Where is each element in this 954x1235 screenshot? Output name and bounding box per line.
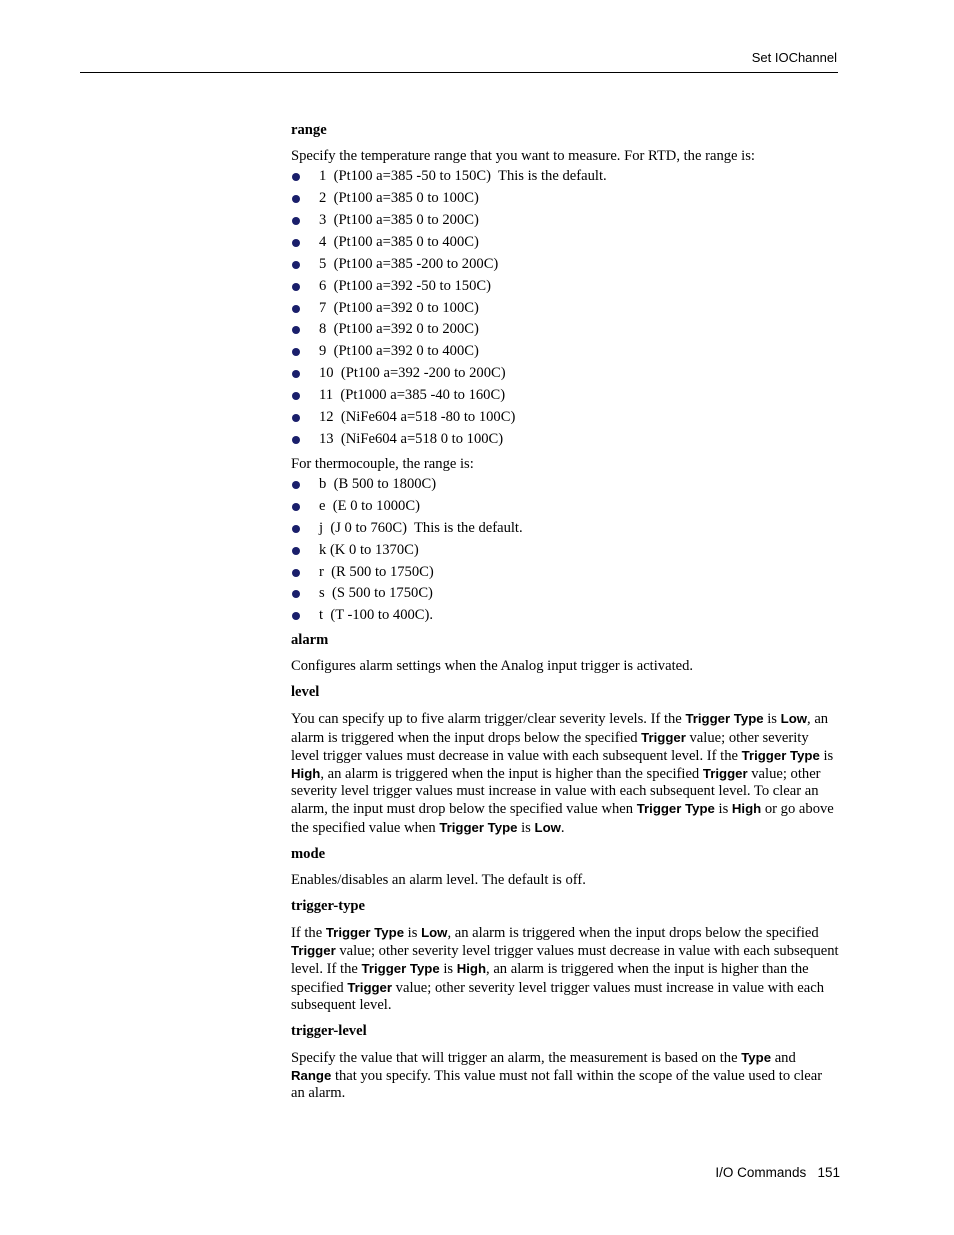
bullet-icon (292, 481, 300, 489)
list-item: 1 (Pt100 a=385 -50 to 150C) This is the default. (291, 168, 839, 190)
list-item: k (K 0 to 1370C) (291, 542, 839, 564)
bullet-icon (292, 370, 300, 378)
bullet-icon (292, 173, 300, 181)
bullet-icon (292, 305, 300, 313)
list-item: j (J 0 to 760C) This is the default. (291, 520, 839, 542)
bullet-icon (292, 326, 300, 334)
bullet-icon (292, 348, 300, 356)
list-item: 9 (Pt100 a=392 0 to 400C) (291, 343, 839, 365)
list-item: 11 (Pt1000 a=385 -40 to 160C) (291, 387, 839, 409)
list-item: 3 (Pt100 a=385 0 to 200C) (291, 212, 839, 234)
bullet-icon (292, 195, 300, 203)
range-intro: Specify the temperature range that you want to measure. For RTD, the range is: (291, 148, 755, 164)
list-item: 13 (NiFe604 a=518 0 to 100C) (291, 431, 839, 453)
page-content (291, 122, 839, 1112)
mode-text: Enables/disables an alarm level. The default is off. (291, 871, 586, 888)
list-item: e (E 0 to 1000C) (291, 498, 839, 520)
trigger-level-text: Specify the value that will trigger an alarm, the measurement is based on the Type and Range that you specify. This value must not fall within the scope of the value used to clear an alarm. (291, 1050, 823, 1102)
list-item: r (R 500 to 1750C) (291, 564, 839, 586)
bullet-icon (292, 217, 300, 225)
level-text: You can specify up to five alarm trigger/clear severity levels. If the Trigger Type is Low, an alarm is triggered when the input drops below the specified Trigger value; other severity level trigger values must decrease in value with each subsequent level. If the Trigger Type is High, an alarm is triggered when the input is higher than the specified Trigger value; other severity level trigger values must increase in value with each subsequent level. To clear an alarm, the input must drop below the specified value when Trigger Type is High or go above the specified value when Trigger Type is Low. (291, 711, 834, 836)
range-heading: range (291, 122, 327, 138)
trigger-type-text: If the Trigger Type is Low, an alarm is triggered when the input drops below the specified Trigger value; other severity level trigger values must decrease in value with each subsequent level. If the Trigger Type is High, an alarm is triggered when the input is higher than the specified Trigger value; other severity level trigger values must increase in value with each subsequent level. (291, 925, 839, 1013)
bullet-icon (292, 590, 300, 598)
list-item: 4 (Pt100 a=385 0 to 400C) (291, 234, 839, 256)
list-item: 2 (Pt100 a=385 0 to 100C) (291, 190, 839, 212)
alarm-heading: alarm (291, 632, 329, 649)
mode-heading: mode (291, 845, 326, 862)
list-item: 5 (Pt100 a=385 -200 to 200C) (291, 256, 839, 278)
level-heading: level (291, 684, 320, 701)
rtd-range-list (291, 168, 839, 453)
thermocouple-intro: For thermocouple, the range is: (291, 455, 474, 472)
bullet-icon (292, 283, 300, 291)
header-rule (80, 72, 838, 73)
page-footer (715, 1165, 840, 1180)
bullet-icon (292, 569, 300, 577)
bullet-icon (292, 525, 300, 533)
list-item: b (B 500 to 1800C) (291, 476, 839, 498)
bullet-icon (292, 414, 300, 422)
bullet-icon (292, 436, 300, 444)
bullet-icon (292, 612, 300, 620)
list-item: t (T -100 to 400C). (291, 607, 839, 629)
list-item: 7 (Pt100 a=392 0 to 100C) (291, 300, 839, 322)
bullet-icon (292, 503, 300, 511)
list-item: 6 (Pt100 a=392 -50 to 150C) (291, 278, 839, 300)
page-number: 151 (817, 1165, 840, 1180)
list-item: 10 (Pt100 a=392 -200 to 200C) (291, 365, 839, 387)
footer-section: I/O Commands (715, 1165, 807, 1180)
trigger-level-heading: trigger-level (291, 1023, 367, 1040)
list-item: s (S 500 to 1750C) (291, 585, 839, 607)
list-item: 8 (Pt100 a=392 0 to 200C) (291, 321, 839, 343)
bullet-icon (292, 261, 300, 269)
list-item: 12 (NiFe604 a=518 -80 to 100C) (291, 409, 839, 431)
bullet-icon (292, 547, 300, 555)
bullet-icon (292, 392, 300, 400)
trigger-type-heading: trigger-type (291, 898, 366, 915)
thermocouple-range-list (291, 476, 839, 629)
bullet-icon (292, 239, 300, 247)
running-head: Set IOChannel (751, 50, 837, 65)
alarm-text: Configures alarm settings when the Analog input trigger is activated. (291, 658, 694, 675)
